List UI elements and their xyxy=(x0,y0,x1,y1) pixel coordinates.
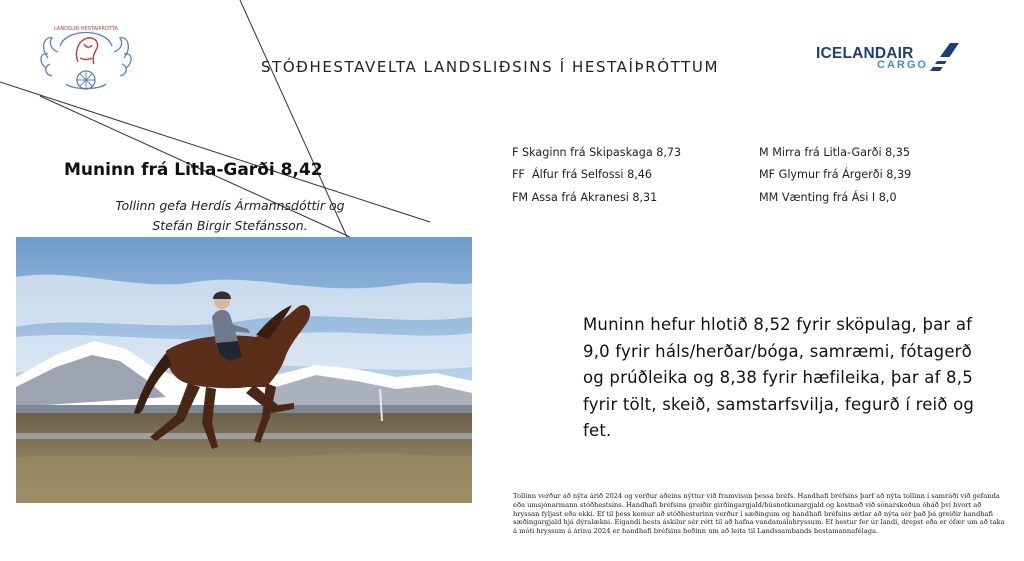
pedigree-item: FF Álfur frá Selfossi 8,46 xyxy=(512,168,652,181)
donors-line-1: Tollinn gefa Herdís Ármannsdóttir og xyxy=(115,198,345,213)
brand-sub: CARGO xyxy=(877,59,928,71)
rider-on-icelandic-horse-photo xyxy=(16,237,472,503)
icelandair-cargo-logo xyxy=(816,42,961,74)
pedigree-list xyxy=(512,146,982,210)
terms-fine-print: Tollinn verður að nýta árið 2024 og verður aðeins nýttur við framvísun þessa bréfs. Handhafi bréfsins þarf að nýta tollinn í samráði við gefanda eða umsjónarmann stóðhestsins. Handhafi bréfsins greiðir girðingargjald/húsnotkunargjald og kostnað við sónarskoðun óháð því hvort að hryssan fyljast eða ekki. Ef til þess kemur að stóðhesturinn verður í sæðingum og handhafi bréfsins ætlar að nýta sér það þá greiðir handhafi sæðingargjald hjá dýralækni. Eigandi hests áskilur sér rétt til að hafna vandamálahryssum. Ef hestur fer úr landi, drepst eða er ófær um að taka á móti hryssum á árinu 2024 er handhafi bréfsins beðinn um að leita til Landssambands hestamannafélaga. xyxy=(513,492,1005,536)
evaluation-summary: Muninn hefur hlotið 8,52 fyrir sköpulag, þar af 9,0 fyrir háls/herðar/bóga, samræmi, fótagerð og prúðleika og 8,38 fyrir hæfileika, þar af 8,5 fyrir tölt, skeið, samstarfsvilja, fegurð í reið og fet. xyxy=(583,315,975,440)
brand-name: ICELANDAIR xyxy=(816,45,914,62)
horse-name: Muninn frá Litla-Garði 8,42 xyxy=(64,160,323,180)
horse-photo xyxy=(16,237,472,503)
donors-line-2: Stefán Birgir Stefánsson. xyxy=(152,218,308,233)
pedigree-item: MF Glymur frá Árgerði 8,39 xyxy=(759,168,912,181)
icelandair-tail-icon xyxy=(926,42,960,72)
crest-logo xyxy=(38,18,134,96)
pedigree-item: M Mirra frá Litla-Garði 8,35 xyxy=(759,146,911,159)
crest-icon xyxy=(38,18,134,96)
donors-text xyxy=(100,196,360,236)
page-title: STÓÐHESTAVELTA LANDSLIÐSINS Í HESTAÍÞRÓTTUM xyxy=(260,58,720,76)
svg-text:LANDSLIÐ HESTAÍÞRÓTTA: LANDSLIÐ HESTAÍÞRÓTTA xyxy=(54,26,118,32)
pedigree-item: FM Assa frá Akranesi 8,31 xyxy=(512,191,658,204)
pedigree-item: MM Vænting frá Ási I 8,0 xyxy=(759,191,897,204)
pedigree-item: F Skaginn frá Skipaskaga 8,73 xyxy=(512,146,682,159)
